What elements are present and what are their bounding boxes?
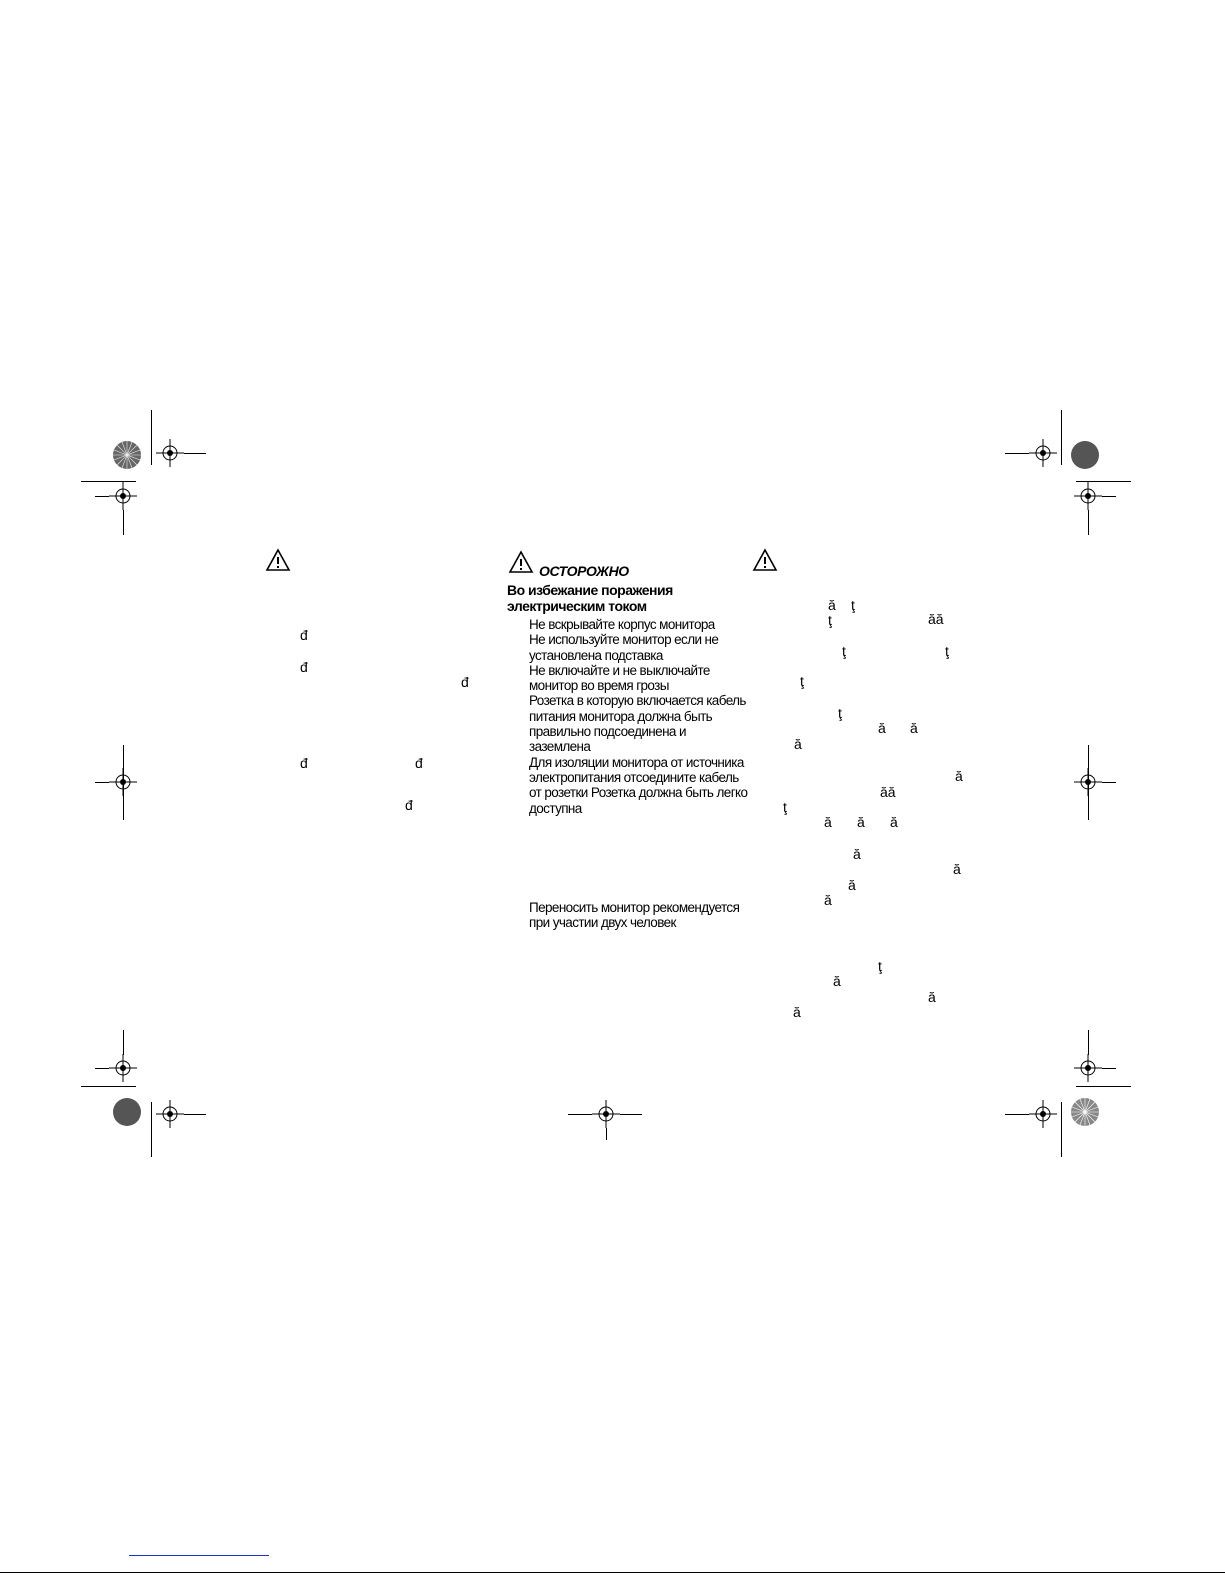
warning-triangle-icon bbox=[752, 548, 778, 572]
crop-mark-line bbox=[95, 782, 109, 783]
glyph: ă bbox=[910, 720, 918, 736]
glyph: đ bbox=[300, 627, 308, 643]
color-rosette-icon bbox=[1070, 1097, 1100, 1127]
crop-mark-line bbox=[95, 496, 109, 497]
warning-triangle-icon bbox=[508, 550, 534, 574]
registration-mark-icon bbox=[1074, 1054, 1102, 1082]
registration-mark-icon bbox=[1029, 439, 1057, 467]
crop-mark-line bbox=[1005, 1114, 1029, 1115]
crop-mark-line bbox=[95, 1068, 109, 1069]
glyph: ăă bbox=[880, 784, 896, 800]
crop-mark-line bbox=[1061, 410, 1062, 465]
list-item: Розетка в которую включается кабель питания монитора должна быть правильно подсоединена и заземлена bbox=[529, 693, 746, 755]
glyph: ă bbox=[824, 892, 832, 908]
crop-mark-line bbox=[1005, 453, 1029, 454]
crop-mark-line bbox=[1102, 782, 1116, 783]
registration-mark-icon bbox=[156, 439, 184, 467]
glyph: ţ bbox=[800, 673, 804, 689]
crop-mark-line bbox=[1088, 1030, 1089, 1055]
crop-mark-line bbox=[184, 1114, 206, 1115]
crop-mark-line bbox=[1076, 1086, 1131, 1087]
glyph: ăă bbox=[928, 611, 944, 627]
list-item: Не используйте монитор если не установлена подставка bbox=[529, 632, 719, 663]
glyph: ţ bbox=[842, 643, 846, 659]
list-item: Для изоляции монитора от источника электропитания отсоедините кабель от розетки Розетка должна быть легко доступна bbox=[529, 754, 748, 816]
transport-note: Переносить монитор рекомендуется при участии двух человек bbox=[529, 900, 740, 931]
crop-mark-line bbox=[151, 1102, 152, 1157]
glyph: ă bbox=[928, 989, 936, 1005]
warning-title: ОСТОРОЖНО bbox=[539, 563, 629, 579]
list-item: Не включайте и не выключайте монитор во время грозы bbox=[529, 662, 710, 694]
footer-link-underline[interactable] bbox=[129, 1555, 269, 1556]
glyph: ă bbox=[848, 877, 856, 893]
crop-mark-line bbox=[1061, 1102, 1062, 1157]
color-rosette-icon bbox=[112, 1097, 142, 1127]
glyph: ă bbox=[890, 814, 898, 830]
glyph: ă bbox=[793, 1004, 801, 1020]
glyph: ă bbox=[953, 861, 961, 877]
list-item: Не вскрывайте корпус монитора bbox=[529, 617, 715, 632]
glyph: ţ bbox=[878, 958, 882, 974]
registration-mark-icon bbox=[1074, 768, 1102, 796]
registration-mark-icon bbox=[1029, 1100, 1057, 1128]
registration-mark-icon bbox=[109, 482, 137, 510]
bottom-rule bbox=[0, 1572, 1225, 1573]
crop-mark-line bbox=[1102, 1068, 1116, 1069]
registration-mark-icon bbox=[109, 1054, 137, 1082]
color-rosette-icon bbox=[112, 440, 142, 470]
registration-mark-icon bbox=[109, 768, 137, 796]
crop-mark-line bbox=[151, 410, 152, 465]
glyph: ţ bbox=[945, 643, 949, 659]
glyph: đ bbox=[461, 674, 469, 690]
glyph: đ bbox=[300, 659, 308, 675]
crop-mark-line bbox=[606, 1128, 607, 1140]
glyph: ă bbox=[853, 846, 861, 862]
crop-mark-line bbox=[620, 1114, 642, 1115]
warning-heading: Во избежание поражения электрическим током bbox=[507, 582, 673, 614]
glyph: ţ bbox=[783, 799, 787, 815]
crop-mark-line bbox=[123, 510, 124, 535]
glyph: ă bbox=[828, 597, 836, 613]
glyph: ă bbox=[833, 973, 841, 989]
glyph: đ bbox=[405, 797, 413, 813]
registration-mark-icon bbox=[592, 1100, 620, 1128]
crop-mark-line bbox=[1088, 510, 1089, 535]
glyph: ă bbox=[824, 814, 832, 830]
crop-mark-line bbox=[1102, 496, 1116, 497]
registration-mark-icon bbox=[1074, 482, 1102, 510]
color-rosette-icon bbox=[1070, 440, 1100, 470]
glyph: ă bbox=[878, 720, 886, 736]
warning-list bbox=[529, 617, 749, 816]
crop-mark-line bbox=[568, 1114, 592, 1115]
crop-mark-line bbox=[81, 1086, 136, 1087]
warning-triangle-icon bbox=[265, 548, 291, 572]
glyph: ţ bbox=[851, 597, 855, 613]
glyph: ţ bbox=[838, 705, 842, 721]
registration-mark-icon bbox=[156, 1100, 184, 1128]
crop-mark-line bbox=[184, 453, 206, 454]
crop-mark-line bbox=[123, 1030, 124, 1055]
glyph: ă bbox=[794, 736, 802, 752]
glyph: đ bbox=[415, 755, 423, 771]
glyph: ă bbox=[955, 768, 963, 784]
glyph: đ bbox=[300, 755, 308, 771]
glyph: ţ bbox=[828, 612, 832, 628]
glyph: ă bbox=[857, 814, 865, 830]
